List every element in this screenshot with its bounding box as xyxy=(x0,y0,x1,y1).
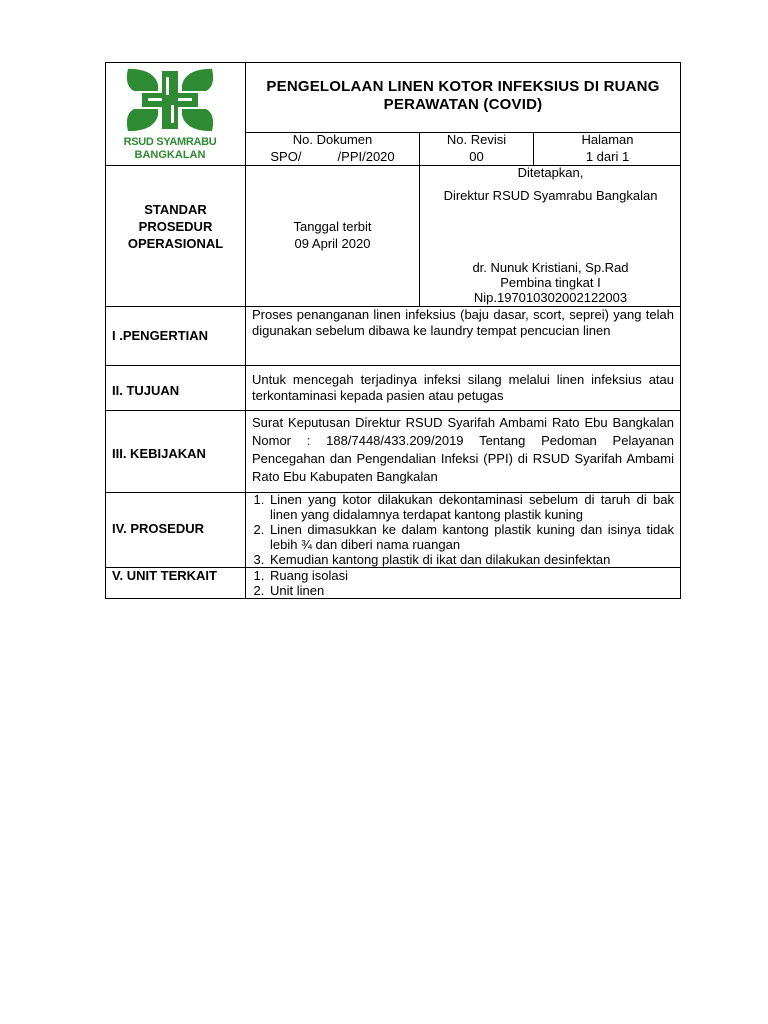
tanggal-terbit-value: 09 April 2020 xyxy=(294,236,371,251)
unit-terkait-item: 2. Unit linen xyxy=(268,583,674,598)
direktur-text: Direktur RSUD Syamrabu Bangkalan xyxy=(443,188,658,203)
hospital-logo xyxy=(114,65,226,163)
row-divider xyxy=(106,410,681,411)
logo-text-name: RSUD SYAMRABU xyxy=(123,136,217,148)
tujuan-label: II. TUJUAN xyxy=(112,383,180,398)
no-revisi xyxy=(420,131,533,165)
spo-label-line1: STANDAR xyxy=(144,202,207,217)
halaman-label: Halaman xyxy=(581,132,634,147)
halaman-value: 1 dari 1 xyxy=(585,149,630,164)
unit-terkait-list xyxy=(248,568,674,598)
logo-emblem-icon xyxy=(114,65,226,135)
prosedur-label: IV. PROSEDUR xyxy=(112,521,204,536)
row-divider xyxy=(106,365,681,366)
tujuan-text: Untuk mencegah terjadinya infeksi silang melalui linen infeksius atau terkontaminasi kepada pasien atau petugas xyxy=(252,372,674,403)
pengertian-label: I .PENGERTIAN xyxy=(112,328,209,343)
spo-label-line2: PROSEDUR xyxy=(138,219,213,234)
no-revisi-label: No. Revisi xyxy=(446,132,507,147)
prosedur-item: 3. Kemudian kantong plastik di ikat dan dilakukan desinfektan xyxy=(268,552,674,567)
prosedur-item: 2. Linen dimasukkan ke dalam kantong plastik kuning dan isinya tidak lebih ¾ dan diberi nama ruangan xyxy=(268,522,674,552)
logo-text-city: BANGKALAN xyxy=(134,149,206,161)
tanggal-terbit-label: Tanggal terbit xyxy=(293,219,372,234)
halaman xyxy=(534,131,681,165)
tanggal-terbit xyxy=(246,218,419,252)
unit-terkait-item: 1. Ruang isolasi xyxy=(268,568,674,583)
prosedur-list xyxy=(248,492,674,567)
kebijakan-text: Surat Keputusan Direktur RSUD Syarifah Ambami Rato Ebu Bangkalan Nomor : 188/7448/433.209/2019 Tentang Pedoman Pelayanan Pencegahan dan Pengendalian Infeksi (PPI) di RSUD Syarifah Ambami Rato Ebu Kabupaten Bangkalan xyxy=(252,415,674,484)
ditetapkan-text: Ditetapkan, xyxy=(517,165,584,180)
prosedur-item: 1. Linen yang kotor dilakukan dekontaminasi sebelum di taruh di bak linen yang didalamnya terdapat kantong plastik kuning xyxy=(268,492,674,522)
spo-label-line3: OPERASIONAL xyxy=(127,236,224,251)
pengertian-text: Proses penanganan linen infeksius (baju dasar, scort, seprei) yang telah digunakan sebelum dibawa ke laundry tempat pencucian linen xyxy=(252,307,674,338)
signer-nip: Nip.197010302002122003 xyxy=(473,290,628,305)
signer-rank: Pembina tingkat I xyxy=(500,275,601,290)
kebijakan-label: III. KEBIJAKAN xyxy=(112,446,206,461)
no-dokumen xyxy=(246,131,419,165)
spo-label xyxy=(106,201,245,252)
spo-document xyxy=(105,62,681,599)
no-dokumen-label: No. Dokumen xyxy=(292,132,373,147)
signer-name: dr. Nunuk Kristiani, Sp.Rad xyxy=(472,260,629,275)
document-title: PENGELOLAAN LINEN KOTOR INFEKSIUS DI RUANG PERAWATAN (COVID) xyxy=(266,78,660,113)
no-revisi-value: 00 xyxy=(469,149,484,164)
no-dokumen-value: SPO/ /PPI/2020 xyxy=(270,149,395,164)
unit-terkait-label: V. UNIT TERKAIT xyxy=(112,568,217,583)
